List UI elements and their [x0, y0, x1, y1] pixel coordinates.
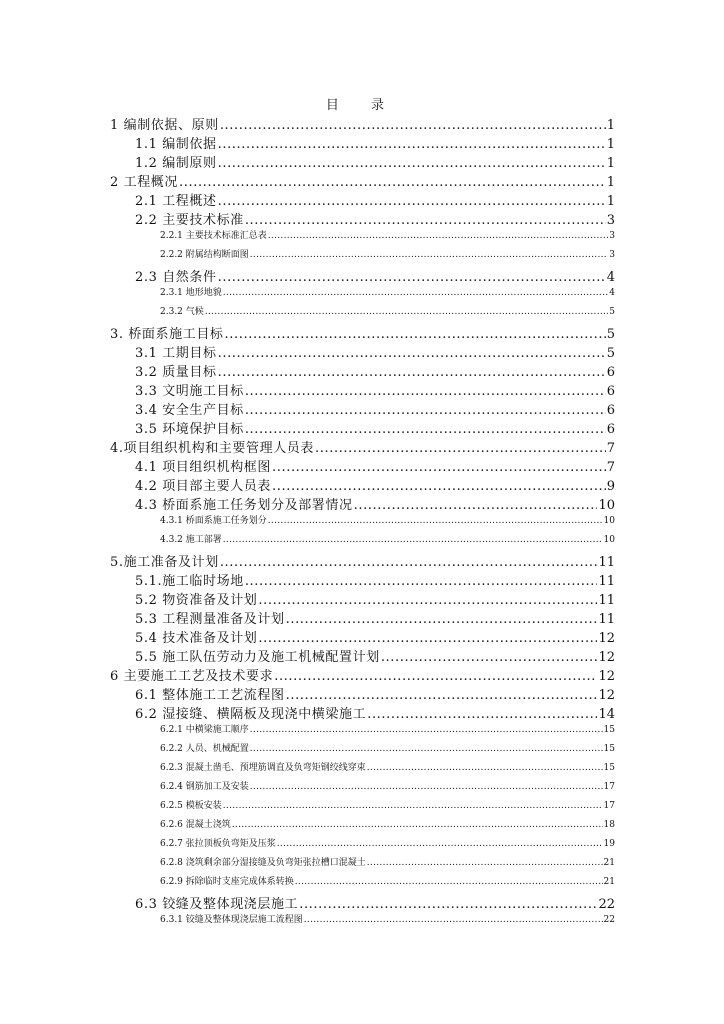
toc-dot-leader: [258, 593, 597, 608]
toc-entry-page-number: 1: [606, 194, 615, 209]
toc-entry-label: 4.3 桥面系施工任务划分及部署情况: [135, 498, 353, 513]
table-of-contents: [110, 114, 615, 931]
toc-entry-level-2[interactable]: [110, 342, 615, 361]
toc-entry-page-number: 11: [598, 612, 615, 627]
toc-entry-label: 2.2 主要技术标准: [135, 213, 244, 228]
toc-entry-level-3[interactable]: [110, 779, 615, 798]
toc-entry-level-2[interactable]: [110, 190, 615, 209]
toc-entry-level-2[interactable]: [110, 893, 615, 912]
toc-entry-page-number: 3: [609, 250, 615, 260]
toc-entry-level-2[interactable]: [110, 494, 615, 513]
toc-dot-leader: [179, 175, 606, 190]
toc-entry-page-number: 5: [609, 307, 615, 317]
toc-entry-page-number: 10: [603, 535, 615, 545]
toc-dot-leader: [245, 422, 606, 437]
toc-entry-level-2[interactable]: [110, 684, 615, 703]
toc-dot-leader: [250, 725, 603, 735]
toc-entry-level-3[interactable]: [110, 855, 615, 874]
toc-entry-label: 3. 桥面系施工目标: [110, 327, 224, 342]
toc-entry-level-2[interactable]: [110, 589, 615, 608]
toc-entry-page-number: 17: [603, 782, 615, 792]
toc-dot-leader: [272, 460, 606, 475]
toc-dot-leader: [220, 555, 598, 570]
toc-dot-leader: [250, 782, 603, 792]
toc-entry-page-number: 7: [606, 441, 615, 456]
toc-entry-page-number: 17: [603, 801, 615, 811]
toc-dot-leader: [381, 650, 598, 665]
toc-entry-level-1[interactable]: [110, 171, 615, 190]
toc-dot-leader: [295, 877, 603, 887]
toc-entry-label: 2.2.1 主要技术标准汇总表: [160, 231, 267, 241]
toc-entry-level-1[interactable]: [110, 114, 615, 133]
toc-dot-leader: [354, 498, 598, 513]
toc-entry-level-2[interactable]: [110, 361, 615, 380]
toc-entry-level-2[interactable]: [110, 608, 615, 627]
toc-dot-leader: [286, 612, 598, 627]
toc-entry-label: 6.2.2 人员、机械配置: [160, 744, 249, 754]
toc-entry-level-1[interactable]: [110, 437, 615, 456]
toc-entry-label: 6.2.3 混凝土凿毛、预埋筋调直及负弯矩钢绞线穿束: [160, 763, 366, 773]
toc-entry-level-2[interactable]: [110, 627, 615, 646]
toc-entry-page-number: 11: [598, 574, 615, 589]
toc-entry-label: 3.1 工期目标: [135, 346, 217, 361]
toc-dot-leader: [367, 707, 597, 722]
toc-dot-leader: [250, 744, 603, 754]
toc-entry-page-number: 1: [606, 118, 615, 133]
toc-dot-leader: [250, 250, 609, 260]
toc-entry-level-2[interactable]: [110, 456, 615, 475]
toc-entry-label: 6.2.8 浇筑剩余部分湿接缝及负弯矩张拉槽口混凝土: [160, 858, 366, 868]
toc-dot-leader: [245, 403, 606, 418]
toc-entry-page-number: 4: [609, 288, 615, 298]
toc-entry-label: 4.2 项目部主要人员表: [135, 479, 272, 494]
toc-entry-label: 6.2.6 混凝土浇筑: [160, 820, 231, 830]
toc-dot-leader: [268, 231, 609, 241]
toc-entry-level-3[interactable]: [110, 304, 615, 323]
toc-entry-label: 2.3.1 地形地貌: [160, 288, 222, 298]
toc-dot-leader: [245, 384, 606, 399]
toc-entry-level-2[interactable]: [110, 380, 615, 399]
toc-entry-page-number: 3: [609, 231, 615, 241]
toc-dot-leader: [367, 763, 603, 773]
toc-entry-level-3[interactable]: [110, 798, 615, 817]
toc-entry-label: 5.4 技术准备及计划: [135, 631, 258, 646]
toc-entry-label: 5.3 工程测量准备及计划: [135, 612, 285, 627]
toc-entry-label: 4.3.1 桥面系施工任务划分: [160, 516, 267, 526]
toc-dot-leader: [223, 801, 603, 811]
toc-dot-leader: [223, 288, 609, 298]
toc-entry-page-number: 22: [603, 915, 615, 925]
toc-dot-leader: [286, 688, 598, 703]
toc-dot-leader: [205, 307, 609, 317]
toc-entry-level-3[interactable]: [110, 874, 615, 893]
toc-entry-level-1[interactable]: [110, 551, 615, 570]
toc-entry-level-2[interactable]: [110, 399, 615, 418]
toc-entry-label: 6.1 整体施工工艺流程图: [135, 688, 285, 703]
toc-entry-level-3[interactable]: [110, 228, 615, 247]
toc-entry-level-3[interactable]: [110, 836, 615, 855]
toc-entry-label: 6.2.1 中横梁施工顺序: [160, 725, 249, 735]
toc-entry-page-number: 9: [606, 479, 615, 494]
toc-entry-level-2[interactable]: [110, 570, 615, 589]
toc-entry-label: 4.3.2 施工部署: [160, 535, 222, 545]
toc-title: 目 录: [325, 98, 399, 113]
toc-entry-level-2[interactable]: [110, 703, 615, 722]
toc-entry-page-number: 18: [603, 820, 615, 830]
toc-entry-label: 2.1 工程概述: [135, 194, 217, 209]
toc-entry-page-number: 1: [606, 156, 615, 171]
toc-dot-leader: [299, 897, 597, 912]
toc-entry-page-number: 5: [606, 327, 615, 342]
toc-entry-label: 1.1 编制依据: [135, 137, 217, 152]
toc-entry-page-number: 6: [606, 422, 615, 437]
toc-entry-label: 5.5 施工队伍劳动力及施工机械配置计划: [135, 650, 380, 665]
toc-entry-level-3[interactable]: [110, 912, 615, 931]
toc-dot-leader: [218, 156, 606, 171]
toc-entry-page-number: 22: [598, 897, 615, 912]
toc-entry-level-3[interactable]: [110, 817, 615, 836]
toc-entry-level-2[interactable]: [110, 152, 615, 171]
toc-entry-label: 2 工程概况: [110, 175, 179, 190]
toc-dot-leader: [223, 535, 603, 545]
toc-entry-page-number: 11: [598, 593, 615, 608]
toc-entry-label: 6.2.9 拆除临时支座完成体系转换: [160, 877, 294, 887]
toc-entry-page-number: 10: [603, 516, 615, 526]
toc-entry-page-number: 6: [606, 365, 615, 380]
toc-entry-level-2[interactable]: [110, 133, 615, 152]
toc-entry-label: 5.施工准备及计划: [110, 555, 219, 570]
toc-entry-level-3[interactable]: [110, 513, 615, 532]
toc-entry-label: 2.3.2 气候: [160, 307, 204, 317]
toc-entry-label: 6.2.4 钢筋加工及安装: [160, 782, 249, 792]
toc-entry-page-number: 1: [606, 137, 615, 152]
toc-dot-leader: [245, 574, 598, 589]
toc-dot-leader: [220, 118, 606, 133]
toc-dot-leader: [268, 516, 603, 526]
toc-entry-label: 3.2 质量目标: [135, 365, 217, 380]
toc-entry-level-1[interactable]: [110, 665, 615, 684]
toc-entry-page-number: 12: [598, 650, 615, 665]
toc-dot-leader: [258, 631, 597, 646]
toc-entry-label: 5.1.施工临时场地: [135, 574, 244, 589]
toc-entry-label: 6.2.5 模板安装: [160, 801, 222, 811]
toc-entry-label: 6 主要施工工艺及技术要求: [110, 669, 274, 684]
toc-entry-page-number: 15: [603, 725, 615, 735]
toc-dot-leader: [225, 327, 606, 342]
toc-dot-leader: [277, 839, 603, 849]
toc-entry-page-number: 5: [606, 346, 615, 361]
toc-entry-label: 6.2.7 张拉顶板负弯矩及压浆: [160, 839, 276, 849]
toc-entry-page-number: 12: [598, 688, 615, 703]
toc-entry-label: 6.3 铰缝及整体现浇层施工: [135, 897, 299, 912]
toc-entry-page-number: 12: [598, 669, 615, 684]
toc-entry-level-2[interactable]: [110, 646, 615, 665]
toc-entry-level-3[interactable]: [110, 722, 615, 741]
toc-dot-leader: [315, 441, 606, 456]
toc-entry-label: 6.2 湿接缝、横隔板及现浇中横梁施工: [135, 707, 367, 722]
toc-entry-level-1[interactable]: [110, 323, 615, 342]
toc-dot-leader: [218, 346, 606, 361]
toc-entry-page-number: 14: [598, 707, 615, 722]
toc-entry-page-number: 12: [598, 631, 615, 646]
toc-entry-level-2[interactable]: [110, 418, 615, 437]
toc-entry-label: 2.3 自然条件: [135, 270, 217, 285]
toc-entry-level-3[interactable]: [110, 532, 615, 551]
toc-dot-leader: [304, 915, 603, 925]
toc-dot-leader: [218, 194, 606, 209]
toc-dot-leader: [245, 213, 606, 228]
toc-entry-label: 1.2 编制原则: [135, 156, 217, 171]
toc-entry-level-2[interactable]: [110, 209, 615, 228]
toc-entry-label: 1 编制依据、原则: [110, 118, 219, 133]
toc-entry-page-number: 3: [606, 213, 615, 228]
toc-entry-page-number: 19: [603, 839, 615, 849]
toc-entry-page-number: 11: [598, 555, 615, 570]
toc-entry-page-number: 10: [598, 498, 615, 513]
toc-entry-label: 4.项目组织机构和主要管理人员表: [110, 441, 315, 456]
toc-dot-leader: [367, 858, 603, 868]
toc-entry-page-number: 21: [603, 858, 615, 868]
toc-entry-label: 2.2.2 附属结构断面图: [160, 250, 249, 260]
toc-entry-level-2[interactable]: [110, 266, 615, 285]
toc-entry-page-number: 15: [603, 744, 615, 754]
toc-dot-leader: [232, 820, 603, 830]
toc-entry-level-2[interactable]: [110, 475, 615, 494]
toc-entry-label: 3.5 环境保护目标: [135, 422, 244, 437]
toc-entry-label: 6.3.1 铰缝及整体现浇层施工流程图: [160, 915, 303, 925]
toc-entry-page-number: 4: [606, 270, 615, 285]
toc-entry-label: 4.1 项目组织机构框图: [135, 460, 272, 475]
toc-entry-label: 5.2 物资准备及计划: [135, 593, 258, 608]
toc-dot-leader: [218, 137, 606, 152]
toc-dot-leader: [218, 365, 606, 380]
toc-dot-leader: [218, 270, 606, 285]
toc-entry-level-3[interactable]: [110, 285, 615, 304]
toc-entry-page-number: 7: [606, 460, 615, 475]
toc-entry-page-number: 6: [606, 403, 615, 418]
toc-dot-leader: [274, 669, 597, 684]
toc-entry-label: 3.3 文明施工目标: [135, 384, 244, 399]
toc-entry-label: 3.4 安全生产目标: [135, 403, 244, 418]
toc-entry-page-number: 1: [606, 175, 615, 190]
toc-entry-page-number: 21: [603, 877, 615, 887]
toc-entry-level-3[interactable]: [110, 741, 615, 760]
toc-entry-page-number: 6: [606, 384, 615, 399]
toc-entry-level-3[interactable]: [110, 247, 615, 266]
toc-entry-page-number: 15: [603, 763, 615, 773]
toc-dot-leader: [272, 479, 606, 494]
toc-entry-level-3[interactable]: [110, 760, 615, 779]
